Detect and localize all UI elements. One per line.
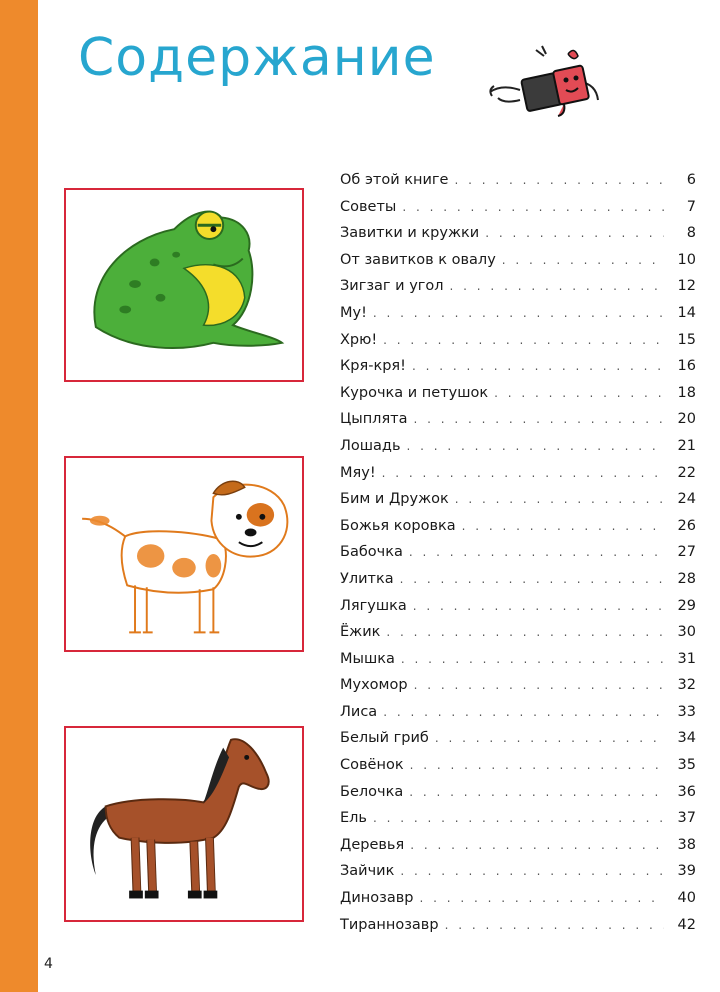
toc-entry[interactable]: Улитка . . . 28	[340, 571, 696, 598]
toc-entry[interactable]: Тираннозавр . . . 42	[340, 917, 696, 944]
toc-entry[interactable]: Му! . . . 14	[340, 305, 696, 332]
book-character-illustration	[480, 42, 610, 122]
toc-entry[interactable]: Бабочка . . . 27	[340, 544, 696, 571]
frog-illustration	[64, 188, 304, 382]
toc-entry[interactable]: От завитков к овалу . . . 10	[340, 252, 696, 279]
toc-entry[interactable]: Кря-кря! . . . 16	[340, 358, 696, 385]
toc-entry[interactable]: Советы . . . 7	[340, 199, 696, 226]
toc-entry[interactable]: Лягушка . . . 29	[340, 598, 696, 625]
toc-entry[interactable]: Ель . . . 37	[340, 810, 696, 837]
toc-entry[interactable]: Бим и Дружок . . . 24	[340, 491, 696, 518]
toc-entry[interactable]: Белочка . . . 36	[340, 784, 696, 811]
toc-entry[interactable]: Об этой книге . . . 6	[340, 172, 696, 199]
toc-entry[interactable]: Хрю! . . . 15	[340, 332, 696, 359]
toc-entry[interactable]: Завитки и кружки . . . 8	[340, 225, 696, 252]
toc-entry[interactable]: Динозавр . . . 40	[340, 890, 696, 917]
toc-entry[interactable]: Зигзаг и угол . . . 12	[340, 278, 696, 305]
toc-entry[interactable]: Мухомор . . . 32	[340, 677, 696, 704]
dog-illustration	[64, 456, 304, 652]
toc-entry[interactable]: Курочка и петушок . . . 18	[340, 385, 696, 412]
toc-entry[interactable]: Мяу! . . . 22	[340, 465, 696, 492]
orange-side-strip	[0, 0, 38, 992]
table-of-contents	[340, 172, 696, 943]
toc-entry[interactable]: Мышка . . . 31	[340, 651, 696, 678]
horse-illustration	[64, 726, 304, 922]
page-number: 4	[44, 956, 53, 972]
toc-entry[interactable]: Зайчик . . . 39	[340, 863, 696, 890]
toc-entry[interactable]: Деревья . . . 38	[340, 837, 696, 864]
toc-entry[interactable]: Лошадь . . . 21	[340, 438, 696, 465]
toc-entry[interactable]: Совёнок . . . 35	[340, 757, 696, 784]
page-title: Содержание	[78, 28, 436, 88]
toc-entry[interactable]: Лиса . . . 33	[340, 704, 696, 731]
toc-entry[interactable]: Белый гриб . . . 34	[340, 730, 696, 757]
toc-entry[interactable]: Божья коровка . . . 26	[340, 518, 696, 545]
toc-entry[interactable]: Ёжик . . . 30	[340, 624, 696, 651]
toc-entry[interactable]: Цыплята . . . 20	[340, 411, 696, 438]
